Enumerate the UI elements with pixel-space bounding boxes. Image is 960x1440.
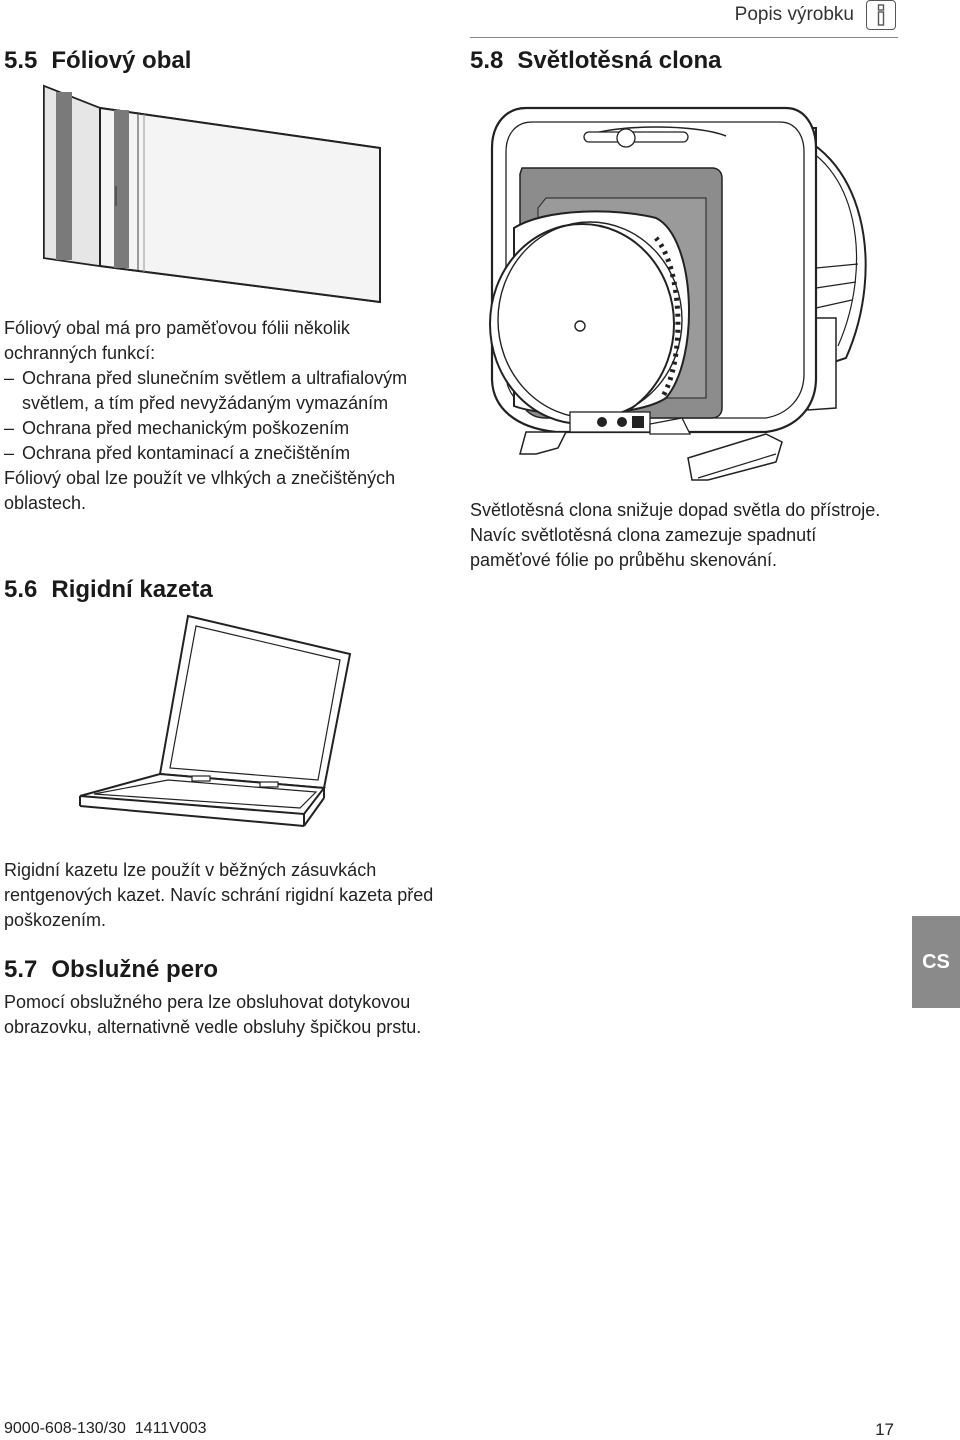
section-text: Světlotěsná clona snižuje dopad světla do přístroje. Navíc světlotěsná clona zamezuje spadnutí paměťové fólie po průběhu skenování. xyxy=(470,500,881,570)
section-5-6-heading xyxy=(4,576,213,604)
list-item: – Ochrana před kontaminací a znečištěním xyxy=(4,441,444,466)
section-5-5-heading xyxy=(4,47,191,75)
language-tab: CS xyxy=(912,916,960,1008)
section-5-8-heading xyxy=(470,47,721,75)
section-5-6-body xyxy=(4,858,444,933)
foil-pouch-illustration xyxy=(44,86,384,302)
footer-page-number: 17 xyxy=(875,1420,894,1439)
section-number: 5.5 xyxy=(4,47,38,74)
list-item: – Ochrana před slunečním světlem a ultrafialovým světlem, a tím před nevyžádaným vymazáním xyxy=(4,366,444,416)
section-title: Obslužné pero xyxy=(51,956,219,983)
section-title: Fóliový obal xyxy=(51,47,192,74)
section-intro: Fóliový obal má pro paměťovou fólii několik ochranných funkcí: xyxy=(4,318,350,363)
section-number: 5.7 xyxy=(4,956,38,983)
section-5-7-heading xyxy=(4,956,218,984)
section-outro: Fóliový obal lze použít ve vlhkých a znečištěných oblastech. xyxy=(4,468,396,513)
section-number: 5.6 xyxy=(4,576,38,603)
header-rule xyxy=(470,37,898,38)
protection-list xyxy=(4,366,444,466)
section-title: Světlotěsná clona xyxy=(517,47,722,74)
footer-doc-code: 9000-608-130/30 1411V003 xyxy=(4,1420,207,1437)
section-5-5-body xyxy=(4,316,444,516)
section-text: Rigidní kazetu lze použít v běžných zásuvkách rentgenových kazet. Navíc schrání rigidní kazeta před poškozením. xyxy=(4,860,434,930)
info-icon xyxy=(866,0,896,30)
section-number: 5.8 xyxy=(470,47,504,74)
section-title: Rigidní kazeta xyxy=(51,576,213,603)
light-shield-illustration xyxy=(486,88,890,484)
section-5-8-body xyxy=(470,498,890,573)
list-item: – Ochrana před mechanickým poškozením xyxy=(4,416,444,441)
header-title: Popis výrobku xyxy=(734,4,854,25)
section-text: Pomocí obslužného pera lze obsluhovat dotykovou obrazovku, alternativně vedle obsluhy špičkou prstu. xyxy=(4,992,422,1037)
section-5-7-body xyxy=(4,990,434,1040)
rigid-cassette-illustration xyxy=(78,614,350,830)
